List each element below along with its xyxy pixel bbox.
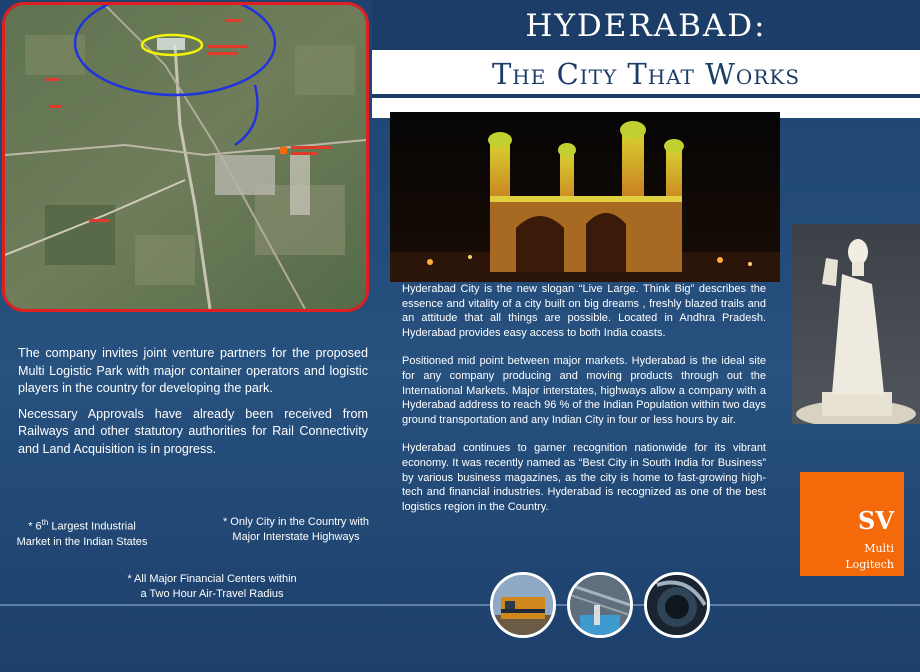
highlight-industrial-market — [6, 515, 158, 550]
highlight-financial-centers — [104, 572, 320, 602]
logo-line-2: Logitech — [845, 558, 894, 571]
invitation-paragraph-1: The company invites joint venture partners for the proposed Multi Logistic Park with major container operators and logistic players in the country for developing the park. — [18, 346, 368, 395]
site-satellite-map — [2, 2, 369, 312]
highlight-industrial-market-line-1 — [6, 515, 158, 535]
aircraft-engine-photo — [644, 572, 710, 638]
city-description-paragraph-1: Hyderabad City is the new slogan “Live Large. Think Big” describes the essence and vitality of a city built on big dreams , freshly blazed trails and an attitude that all things are possible. Located in Andhra Pradesh. Hyderabad provides easy access to both India coasts. — [402, 283, 766, 339]
train-photo — [490, 572, 556, 638]
highlight-interstate-line-2: Major Interstate Highways — [232, 531, 360, 543]
highlight-industrial-text: Largest Industrial — [48, 520, 136, 533]
train-image — [493, 575, 553, 635]
city-description-paragraph-3: Hyderabad continues to garner recognition nationwide for its vibrant economy. It was recently named as “Best City in South India for Business” by various business magazines, as the city is home to fast-growing high-tech and financial industries. Hyderabad is recognized as one of the best logistics region in the Country. — [402, 442, 766, 513]
invitation-text — [18, 345, 368, 466]
highlight-industrial-rank: * 6 — [28, 520, 42, 533]
highlight-industrial-rank-suffix: th — [41, 518, 49, 527]
highlight-interstate-line-1: * Only City in the Country with — [222, 516, 370, 528]
charminar-photo — [390, 112, 780, 282]
page-subtitle: The City That Works — [491, 57, 801, 91]
footer-divider — [0, 604, 920, 606]
map-image — [5, 5, 366, 309]
charminar-image — [390, 112, 780, 282]
highlight-interstate-highways — [208, 515, 384, 545]
logo-line-1: Multi — [864, 542, 894, 555]
highlight-financial-line-2: a Two Hour Air-Travel Radius — [140, 588, 284, 600]
invitation-paragraph-2: Necessary Approvals have already been received from Railways and other statutory authorities for Rail Connectivity and Land Acquisition is in progress. — [18, 406, 368, 456]
highlight-financial-line-1: * All Major Financial Centers within — [127, 573, 297, 585]
buddha-statue-photo — [792, 224, 920, 424]
warehouse-image — [570, 575, 630, 635]
buddha-image — [792, 224, 920, 424]
sv-multi-logitech-logo — [800, 472, 904, 576]
page-title: HYDERABAD: — [525, 8, 767, 44]
highlight-industrial-market-line-2: Market in the Indian States — [16, 535, 148, 548]
city-description — [402, 282, 766, 528]
city-description-paragraph-2: Positioned mid point between major markets. Hyderabad is the ideal site for any company producing and moving products through out the International Markets. Major interstates, highways allow a company with a Hyderabad address to reach 96 % of the Indian Population within two days ground transportation and any Indian City in four or less hours by air. — [402, 355, 766, 426]
warehouse-photo — [567, 572, 633, 638]
aircraft-engine-image — [647, 575, 707, 635]
logo-initials: SV — [858, 506, 894, 535]
